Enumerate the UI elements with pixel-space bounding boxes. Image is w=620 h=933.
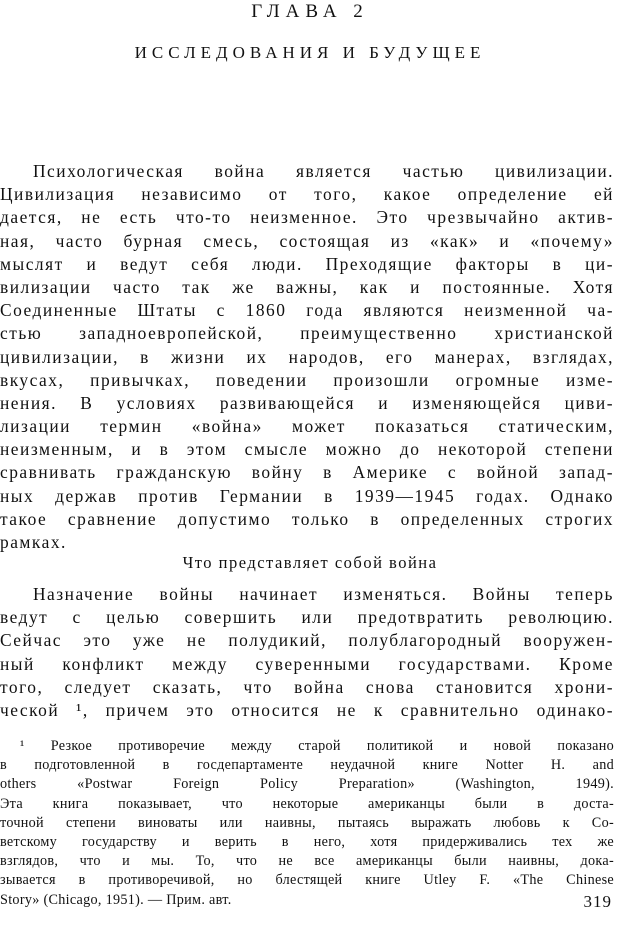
footnote-line: others «Postwar Foreign Policy Preparation» (Washington, 1949). xyxy=(0,776,614,793)
text-line: ведут с целью совершить или предотвратить революцию. xyxy=(0,607,614,628)
text-line: стью западноевропейской, преимущественно христианской xyxy=(0,323,614,344)
text-line: дается, не есть что-то неизменное. Это чрезвычайно актив- xyxy=(0,207,614,228)
text-line: сравнивать гражданскую войну в Америке с войной запад- xyxy=(0,462,614,483)
footnote-line: ветскому государству и верить в него, хотя придерживались тех же xyxy=(0,833,614,850)
chapter-label: ГЛАВА 2 xyxy=(251,1,369,22)
footnote-line: Эта книга показывает, что некоторые американцы были в доста- xyxy=(0,795,614,812)
text-line: Соединенные Штаты с 1860 года являются неизменной ча- xyxy=(0,300,614,321)
text-line: Цивилизация независимо от того, какое определение ей xyxy=(0,184,614,205)
section-heading: Что представляет собой война xyxy=(182,553,438,572)
text-line: того, следует сказать, что война снова становится хрони- xyxy=(0,676,614,697)
text-line: вилизации часто так же важны, как и постоянные. Хотя xyxy=(0,276,614,297)
text-line: лизации термин «война» может показаться статическим, xyxy=(0,416,614,437)
footnote-line: Story» (Chicago, 1951). — Прим. авт. xyxy=(0,891,232,908)
text-line: Назначение войны начинает изменяться. Войны теперь xyxy=(33,584,614,604)
text-line: нения. В условиях развивающейся и изменяющейся циви- xyxy=(0,392,614,413)
chapter-title: ИССЛЕДОВАНИЯ И БУДУЩЕЕ xyxy=(134,43,486,62)
paragraph-civilization xyxy=(0,160,614,554)
text-line: рамках. xyxy=(0,532,67,552)
text-line: ная, часто бурная смесь, состоящая из «как» и «почему» xyxy=(0,230,614,251)
footnote xyxy=(0,737,614,910)
page-number: 319 xyxy=(583,892,612,911)
text-line: ных держав против Германии в 1939—1945 годах. Однако xyxy=(0,485,614,506)
text-line: Сейчас это уже не полудикий, полублагородный вооружен- xyxy=(0,630,614,651)
text-line: неизменным, и в этом смысле можно до некоторой степени xyxy=(0,439,614,460)
text-line: цивилизации, в жизни их народов, его манерах, взглядах, xyxy=(0,346,614,367)
paragraph-war-purpose xyxy=(0,583,614,722)
text-line: ческой ¹, причем это относится не к сравнительно одинако- xyxy=(0,699,614,720)
text-line: Психологическая война является частью цивилизации. xyxy=(33,161,614,181)
footnote-line: ¹ Резкое противоречие между старой политикой и новой показано xyxy=(20,738,614,754)
text-line: вкусах, привычках, поведении произошли огромные изме- xyxy=(0,369,614,390)
footnote-line: в подготовленной в госдепартаменте неудачной книге Notter H. and xyxy=(0,757,614,774)
text-line: ный конфликт между суверенными государствами. Кроме xyxy=(0,653,614,674)
text-line: мыслят и ведут себя люди. Преходящие факторы в ци- xyxy=(0,253,614,274)
footnote-line: взглядов, что и мы. То, что не все американцы были наивны, дока- xyxy=(0,853,614,870)
footnote-line: точной степени виноваты или наивны, пытаясь выражать любовь к Со- xyxy=(0,814,614,831)
text-line: такое сравнение допустимо только в определенных строгих xyxy=(0,508,614,529)
footnote-line: зывается в противоречивой, но блестящей книге Utley F. «The Chinese xyxy=(0,872,614,889)
